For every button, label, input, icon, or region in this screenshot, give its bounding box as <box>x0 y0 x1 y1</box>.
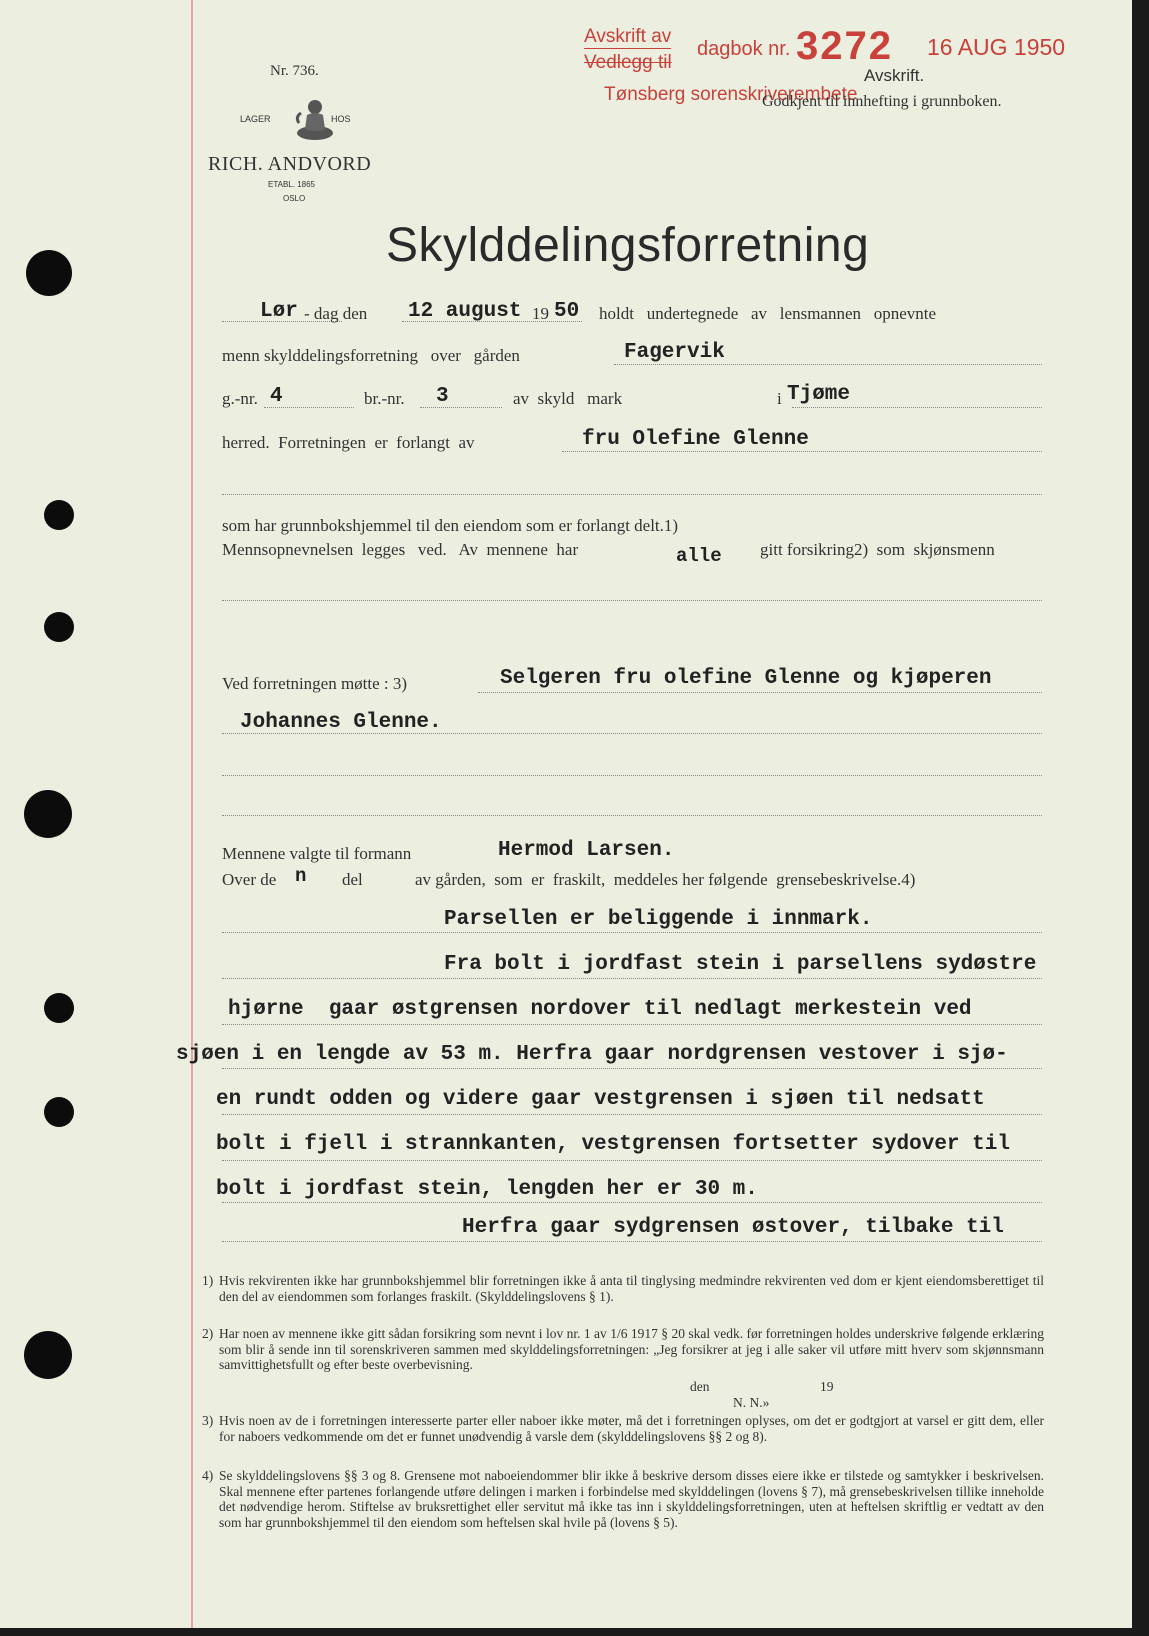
document-title: Skylddelingsforretning <box>386 219 870 272</box>
farm-name-handwritten: Fagervik <box>624 341 725 364</box>
footnote-2-nn: N. N.» <box>733 1395 770 1410</box>
stamp-dagbok-label: dagbok nr. <box>697 38 791 60</box>
footnote-2-den: den <box>690 1379 710 1394</box>
skyld-label: av skyld mark <box>513 389 623 408</box>
hos-label: HOS <box>331 114 351 124</box>
form-number: Nr. 736. <box>270 63 319 79</box>
description-line: Herfra gaar sydgrensen østover, tilbake til <box>462 1216 1004 1239</box>
publisher-established: ETABL. 1865 <box>268 180 315 189</box>
footnote-1: 1) Hvis rekvirenten ikke har grunnbokshjemmel blir forretningen ikke å anta til tinglysing medmindre rekvirenten ved dom er kjent eiendomsberettiget til den del av eiendommen som forlanges fraskilt. (Skylddelingslovens § 1). <box>202 1273 1044 1304</box>
publisher-name: RICH. ANDVORD <box>208 153 372 175</box>
herred-text: herred. Forretningen er forlangt av <box>222 433 475 452</box>
lager-label: LAGER <box>240 114 271 124</box>
description-line: en rundt odden og videre gaar vestgrensen i sjøen til nedsatt <box>216 1088 985 1111</box>
avskrift-label: Avskrift. <box>864 66 925 85</box>
gnr-label: g.-nr. <box>222 389 258 408</box>
menn-text: menn skylddelingsforretning over gården <box>222 346 520 365</box>
motte-handwritten-1: Selgeren fru olefine Glenne og kjøperen <box>500 667 992 690</box>
day-handwritten: Lør <box>260 300 298 323</box>
footnote-2-nineteen: 19 <box>820 1379 834 1394</box>
binder-hole <box>44 1097 74 1127</box>
stamp-date: 16 AUG 1950 <box>927 34 1066 60</box>
over-text-b: del <box>342 870 363 889</box>
holdt-text: holdt undertegnede av lensmannen opnevnte <box>599 304 937 323</box>
i-label: i <box>777 389 782 408</box>
binder-hole <box>44 500 74 530</box>
stamp-office: Tønsberg sorenskriverembete <box>604 84 858 105</box>
place-handwritten: Tjøme <box>787 383 851 406</box>
stamp-vedlegg-struck: Vedlegg til <box>584 52 672 73</box>
brnr-handwritten: 3 <box>436 385 449 408</box>
motte-handwritten-2: Johannes Glenne. <box>240 711 442 734</box>
year-handwritten: 50 <box>554 300 580 323</box>
over-handwritten: n <box>295 865 307 887</box>
description-line: Parsellen er beliggende i innmark. <box>444 908 873 931</box>
menn-line-b: gitt forsikring2) som skjønsmenn <box>760 540 995 559</box>
dag-den-label: - dag den <box>304 304 368 323</box>
footnote-3: 3) Hvis noen av de i forretningen interesserte parter eller naboer ikke møter, må det i forretningen oplyses, om det er godtgjort at varsel er gitt dem, eller for naboers vedkommende om det er funnet unødvendig å varsle dem (skylddelingslovens §§ 2 og 8). <box>202 1413 1044 1444</box>
description-line: bolt i jordfast stein, lengden her er 30 m. <box>216 1178 758 1201</box>
date-handwritten: 12 august <box>408 300 522 323</box>
binder-hole <box>26 250 72 296</box>
gnr-handwritten: 4 <box>270 385 283 408</box>
menn-line-a: Mennsopnevnelsen legges ved. Av mennene har <box>222 540 579 559</box>
grunnbok-text: som har grunnbokshjemmel til den eiendom som er forlangt delt.1) <box>222 516 679 535</box>
margin-rule <box>191 0 193 1628</box>
description-line: bolt i fjell i strannkanten, vestgrensen fortsetter sydover til <box>216 1133 1010 1156</box>
year-prefix: 19 <box>532 304 549 323</box>
motte-label: Ved forretningen møtte : 3) <box>222 674 408 693</box>
formann-label: Mennene valgte til formann <box>222 844 412 863</box>
stamp-avskrift-av: Avskrift av <box>584 26 672 47</box>
binder-hole <box>44 612 74 642</box>
godkjent-text: Godkjent til innhefting i grunnboken. <box>762 93 1002 110</box>
brnr-label: br.-nr. <box>364 389 405 408</box>
binder-hole <box>44 993 74 1023</box>
over-text-a: Over de <box>222 870 277 889</box>
description-line: hjørne gaar østgrensen nordover til nedlagt merkestein ved <box>228 998 972 1021</box>
binder-hole <box>24 790 72 838</box>
publisher-city: OSLO <box>283 194 306 203</box>
formann-handwritten: Hermod Larsen. <box>498 839 675 862</box>
requester-handwritten: fru Olefine Glenne <box>582 428 809 451</box>
footnote-4: 4) Se skylddelingslovens §§ 3 og 8. Grensene mot naboeiendommer blir ikke å beskrive dersom disses eiere ikke er tilstede og samtykker i beskrivelsen. Skal mennene efter partenes forlangende utføre delingen i marken i forbindelse med skylddelingen (lovens § 7), må grensebeskrivelsen tillike inneholde det nødvendige herom. Stiftelse av bruksrettighet eller servitut må ikke tas inn i skylddelingsforretningen, uten at heftelsen skriftlig er vedtatt av den som har grunnbokshjemmel til den eiendom som heftelsen skal hvile på (lovens § 5). <box>202 1468 1044 1530</box>
description-line: Fra bolt i jordfast stein i parsellens sydøstre <box>444 953 1037 976</box>
binder-hole <box>24 1331 72 1379</box>
description-line: sjøen i en lengde av 53 m. Herfra gaar nordgrensen vestover i sjø- <box>176 1043 1008 1066</box>
alle-handwritten: alle <box>676 545 722 567</box>
dagbok-number: 3272 <box>796 24 893 68</box>
over-text-c: av gården, som er fraskilt, meddeles her følgende grensebeskrivelse.4) <box>415 870 916 889</box>
footnote-2: 2) Har noen av mennene ikke gitt sådan forsikring som nevnt i lov nr. 1 av 1/6 1917 § 20 skal vedk. før forretningen holdes underskrive følgende erklæring som blir å sende inn til sorenskriveren sammen med skylddelingsforretningen: „Jeg forsikrer at jeg i alle saker vil utføre mitt hverv som skjønnsmann samvittighetsfullt og efter beste overbevisning. <box>202 1326 1044 1372</box>
